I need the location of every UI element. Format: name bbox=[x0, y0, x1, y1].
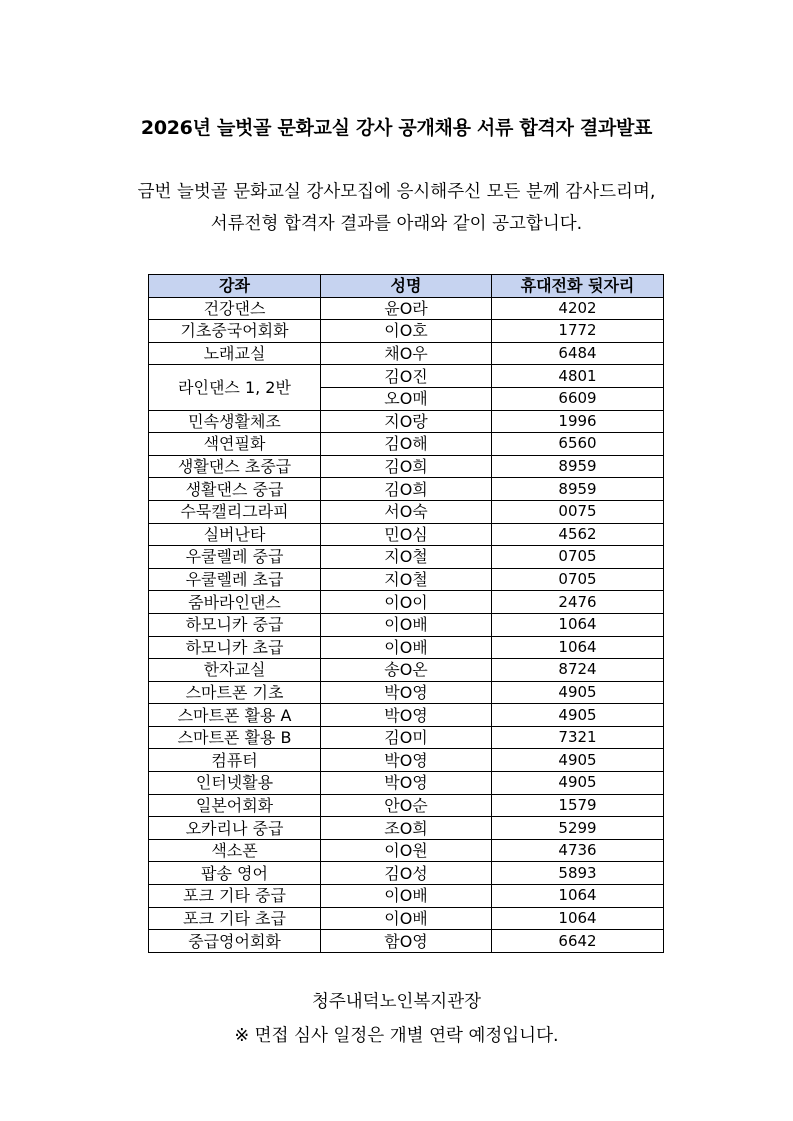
course-cell: 포크 기타 중급 bbox=[149, 885, 321, 908]
intro-line-1: 금번 늘벗골 문화교실 강사모집에 응시해주신 모든 분께 감사드리며, bbox=[137, 182, 656, 202]
phone-cell: 2476 bbox=[492, 591, 664, 614]
table-row bbox=[149, 681, 664, 704]
table-row bbox=[149, 365, 664, 388]
phone-cell: 5893 bbox=[492, 862, 664, 885]
phone-cell: 4736 bbox=[492, 839, 664, 862]
phone-cell: 1064 bbox=[492, 907, 664, 930]
name-cell: 박O영 bbox=[321, 749, 492, 772]
course-cell: 한자교실 bbox=[149, 659, 321, 682]
phone-cell: 7321 bbox=[492, 726, 664, 749]
phone-cell: 6642 bbox=[492, 930, 664, 953]
table-row bbox=[149, 636, 664, 659]
table-row bbox=[149, 749, 664, 772]
name-cell: 민O심 bbox=[321, 523, 492, 546]
name-cell: 이O배 bbox=[321, 885, 492, 908]
phone-cell: 0705 bbox=[492, 568, 664, 591]
table-row bbox=[149, 907, 664, 930]
table-row bbox=[149, 433, 664, 456]
name-cell: 김O희 bbox=[321, 455, 492, 478]
phone-cell: 0705 bbox=[492, 546, 664, 569]
name-cell: 오O매 bbox=[321, 387, 492, 410]
organization-name: 청주내덕노인복지관장 bbox=[311, 992, 482, 1012]
name-cell: 함O영 bbox=[321, 930, 492, 953]
name-cell: 서O숙 bbox=[321, 500, 492, 523]
name-cell: 이O배 bbox=[321, 636, 492, 659]
course-cell: 하모니카 초급 bbox=[149, 636, 321, 659]
course-cell: 팝송 영어 bbox=[149, 862, 321, 885]
results-body bbox=[149, 297, 664, 952]
phone-cell: 4905 bbox=[492, 749, 664, 772]
header-phone: 휴대전화 뒷자리 bbox=[492, 275, 664, 298]
name-cell: 안O순 bbox=[321, 794, 492, 817]
name-cell: 이O배 bbox=[321, 613, 492, 636]
name-cell: 김O희 bbox=[321, 478, 492, 501]
name-cell: 이O배 bbox=[321, 907, 492, 930]
results-table bbox=[148, 274, 664, 953]
phone-cell: 4905 bbox=[492, 681, 664, 704]
phone-cell: 4801 bbox=[492, 365, 664, 388]
course-cell: 생활댄스 중급 bbox=[149, 478, 321, 501]
phone-cell: 4202 bbox=[492, 297, 664, 320]
course-cell: 수묵캘리그라피 bbox=[149, 500, 321, 523]
table-row bbox=[149, 410, 664, 433]
course-cell: 민속생활체조 bbox=[149, 410, 321, 433]
name-cell: 지O랑 bbox=[321, 410, 492, 433]
table-row bbox=[149, 772, 664, 795]
table-row bbox=[149, 930, 664, 953]
name-cell: 송O온 bbox=[321, 659, 492, 682]
course-cell: 스마트폰 활용 A bbox=[149, 704, 321, 727]
course-cell: 노래교실 bbox=[149, 342, 321, 365]
course-cell: 우쿨렐레 중급 bbox=[149, 546, 321, 569]
course-cell: 색연필화 bbox=[149, 433, 321, 456]
table-row bbox=[149, 862, 664, 885]
course-cell: 생활댄스 초중급 bbox=[149, 455, 321, 478]
name-cell: 조O희 bbox=[321, 817, 492, 840]
phone-cell: 1996 bbox=[492, 410, 664, 433]
table-row bbox=[149, 659, 664, 682]
course-cell: 줌바라인댄스 bbox=[149, 591, 321, 614]
table-row bbox=[149, 885, 664, 908]
course-cell: 인터넷활용 bbox=[149, 772, 321, 795]
phone-cell: 1064 bbox=[492, 636, 664, 659]
name-cell: 김O성 bbox=[321, 862, 492, 885]
phone-cell: 4905 bbox=[492, 772, 664, 795]
course-cell: 실버난타 bbox=[149, 523, 321, 546]
phone-cell: 8724 bbox=[492, 659, 664, 682]
table-row bbox=[149, 704, 664, 727]
table-row bbox=[149, 613, 664, 636]
table-row bbox=[149, 568, 664, 591]
course-cell: 스마트폰 활용 B bbox=[149, 726, 321, 749]
header-course: 강좌 bbox=[149, 275, 321, 298]
phone-cell: 6609 bbox=[492, 387, 664, 410]
page-title: 2026년 늘벗골 문화교실 강사 공개채용 서류 합격자 결과발표 bbox=[140, 117, 653, 139]
name-cell: 지O철 bbox=[321, 568, 492, 591]
phone-cell: 1064 bbox=[492, 885, 664, 908]
course-cell: 우쿨렐레 초급 bbox=[149, 568, 321, 591]
name-cell: 지O철 bbox=[321, 546, 492, 569]
table-row bbox=[149, 546, 664, 569]
course-cell: 오카리나 중급 bbox=[149, 817, 321, 840]
table-row bbox=[149, 478, 664, 501]
table-row bbox=[149, 455, 664, 478]
course-cell: 일본어회화 bbox=[149, 794, 321, 817]
table-row bbox=[149, 817, 664, 840]
table-row bbox=[149, 591, 664, 614]
name-cell: 채O우 bbox=[321, 342, 492, 365]
phone-cell: 6560 bbox=[492, 433, 664, 456]
name-cell: 윤O라 bbox=[321, 297, 492, 320]
phone-cell: 4905 bbox=[492, 704, 664, 727]
course-cell: 라인댄스 1, 2반 bbox=[149, 365, 321, 410]
course-cell: 하모니카 중급 bbox=[149, 613, 321, 636]
table-row bbox=[149, 342, 664, 365]
table-row bbox=[149, 523, 664, 546]
phone-cell: 6484 bbox=[492, 342, 664, 365]
phone-cell: 1772 bbox=[492, 320, 664, 343]
course-cell: 건강댄스 bbox=[149, 297, 321, 320]
course-cell: 포크 기타 초급 bbox=[149, 907, 321, 930]
phone-cell: 0075 bbox=[492, 500, 664, 523]
intro-text bbox=[0, 176, 793, 240]
table-header-row bbox=[149, 275, 664, 298]
name-cell: 이O호 bbox=[321, 320, 492, 343]
table-row bbox=[149, 726, 664, 749]
phone-cell: 1064 bbox=[492, 613, 664, 636]
interview-note: ※ 면접 심사 일정은 개별 연락 예정입니다. bbox=[234, 1026, 559, 1046]
phone-cell: 4562 bbox=[492, 523, 664, 546]
table-row bbox=[149, 297, 664, 320]
course-cell: 스마트폰 기초 bbox=[149, 681, 321, 704]
name-cell: 이O원 bbox=[321, 839, 492, 862]
table-row bbox=[149, 500, 664, 523]
table-row bbox=[149, 320, 664, 343]
name-cell: 박O영 bbox=[321, 704, 492, 727]
name-cell: 박O영 bbox=[321, 772, 492, 795]
name-cell: 김O해 bbox=[321, 433, 492, 456]
table-row bbox=[149, 794, 664, 817]
header-name: 성명 bbox=[321, 275, 492, 298]
name-cell: 김O미 bbox=[321, 726, 492, 749]
name-cell: 김O진 bbox=[321, 365, 492, 388]
phone-cell: 8959 bbox=[492, 478, 664, 501]
phone-cell: 8959 bbox=[492, 455, 664, 478]
course-cell: 기초중국어회화 bbox=[149, 320, 321, 343]
intro-line-2: 서류전형 합격자 결과를 아래와 같이 공고합니다. bbox=[210, 214, 583, 234]
phone-cell: 1579 bbox=[492, 794, 664, 817]
course-cell: 중급영어회화 bbox=[149, 930, 321, 953]
phone-cell: 5299 bbox=[492, 817, 664, 840]
name-cell: 이O이 bbox=[321, 591, 492, 614]
name-cell: 박O영 bbox=[321, 681, 492, 704]
table-row bbox=[149, 839, 664, 862]
course-cell: 컴퓨터 bbox=[149, 749, 321, 772]
course-cell: 색소폰 bbox=[149, 839, 321, 862]
